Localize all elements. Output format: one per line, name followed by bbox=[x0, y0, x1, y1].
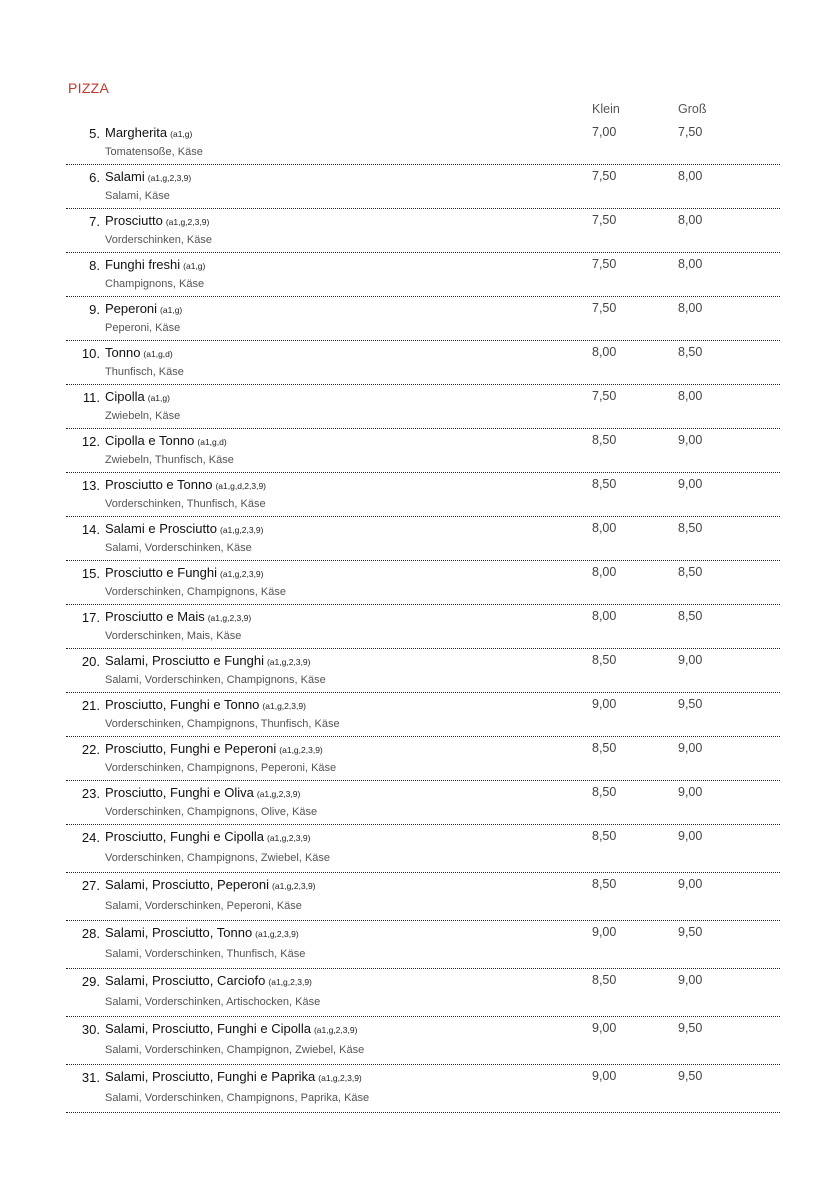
menu-list bbox=[66, 121, 780, 1113]
item-number: 12. bbox=[81, 434, 100, 449]
item-name-text: Salami, Prosciutto e Funghi bbox=[105, 653, 264, 668]
item-name bbox=[105, 389, 170, 404]
item-allergens: (a1,g,2,3,9) bbox=[266, 657, 311, 667]
item-price-small: 8,50 bbox=[592, 829, 617, 843]
item-name bbox=[105, 213, 209, 228]
item-name bbox=[105, 697, 306, 712]
item-number: 22. bbox=[81, 742, 100, 757]
item-price-large: 8,00 bbox=[678, 213, 703, 227]
item-name bbox=[105, 301, 182, 316]
item-price-small: 8,00 bbox=[592, 565, 617, 579]
item-price-large: 7,50 bbox=[678, 125, 703, 139]
menu-item bbox=[66, 561, 780, 605]
item-allergens: (a1,g,2,3,9) bbox=[165, 217, 210, 227]
item-name bbox=[105, 433, 227, 448]
item-allergens: (a1,g) bbox=[183, 261, 206, 271]
item-name bbox=[105, 1069, 362, 1084]
item-name-text: Salami e Prosciutto bbox=[105, 521, 217, 536]
item-price-large: 9,50 bbox=[678, 1069, 703, 1083]
item-allergens: (a1,g,2,3,9) bbox=[266, 833, 311, 843]
item-price-large: 9,00 bbox=[678, 973, 703, 987]
menu-item bbox=[66, 209, 780, 253]
item-number: 14. bbox=[81, 522, 100, 537]
item-number: 24. bbox=[81, 830, 100, 845]
item-name bbox=[105, 169, 191, 184]
item-description: Peperoni, Käse bbox=[105, 322, 181, 334]
item-description: Vorderschinken, Mais, Käse bbox=[105, 630, 242, 642]
item-price-small: 8,50 bbox=[592, 433, 617, 447]
menu-item bbox=[66, 253, 780, 297]
item-description: Vorderschinken, Champignons, Peperoni, Käse bbox=[105, 762, 337, 774]
item-allergens: (a1,g,2,3,9) bbox=[272, 881, 316, 891]
item-name bbox=[105, 653, 310, 668]
item-price-large: 9,00 bbox=[678, 653, 703, 667]
item-name-text: Prosciutto e Mais bbox=[105, 609, 205, 624]
item-allergens: (a1,g,2,3,9) bbox=[279, 745, 323, 755]
item-name-text: Prosciutto, Funghi e Cipolla bbox=[105, 829, 264, 844]
item-allergens: (a1,g) bbox=[147, 393, 170, 403]
item-price-small: 9,00 bbox=[592, 1021, 617, 1035]
item-price-large: 9,00 bbox=[678, 829, 703, 843]
item-price-large: 9,50 bbox=[678, 925, 703, 939]
item-allergens: (a1,g) bbox=[160, 305, 183, 315]
item-price-large: 8,50 bbox=[678, 521, 703, 535]
menu-item bbox=[66, 921, 780, 969]
menu-item bbox=[66, 605, 780, 649]
item-name-text: Cipolla bbox=[105, 389, 145, 404]
item-name bbox=[105, 345, 173, 360]
item-price-small: 8,50 bbox=[592, 973, 617, 987]
item-description: Salami, Vorderschinken, Champignon, Zwiebel, Käse bbox=[105, 1044, 365, 1056]
item-price-small: 7,50 bbox=[592, 301, 617, 315]
item-allergens: (a1,g,2,3,9) bbox=[262, 701, 306, 711]
item-name-text: Funghi freshi bbox=[105, 257, 181, 272]
item-number: 21. bbox=[81, 698, 100, 713]
item-price-large: 8,50 bbox=[678, 345, 703, 359]
item-price-large: 8,00 bbox=[678, 169, 703, 183]
item-price-small: 8,50 bbox=[592, 785, 617, 799]
menu-item bbox=[66, 693, 780, 737]
item-name bbox=[105, 125, 192, 140]
item-description: Vorderschinken, Champignons, Thunfisch, Käse bbox=[105, 718, 340, 730]
item-description: Tomatensoße, Käse bbox=[105, 146, 203, 158]
item-allergens: (a1,g,2,3,9) bbox=[220, 569, 264, 579]
column-header-small: Klein bbox=[592, 102, 620, 116]
item-name bbox=[105, 257, 205, 272]
menu-item bbox=[66, 1017, 780, 1065]
menu-item bbox=[66, 873, 780, 921]
item-number: 5. bbox=[89, 126, 100, 141]
menu-item bbox=[66, 341, 780, 385]
item-name bbox=[105, 877, 316, 892]
item-price-large: 9,00 bbox=[678, 477, 703, 491]
item-allergens: (a1,g,2,3,9) bbox=[255, 929, 299, 939]
item-price-small: 8,50 bbox=[592, 653, 617, 667]
item-number: 23. bbox=[81, 786, 100, 801]
menu-item bbox=[66, 517, 780, 561]
item-description: Thunfisch, Käse bbox=[105, 366, 184, 378]
item-name bbox=[105, 925, 299, 940]
item-number: 6. bbox=[89, 170, 100, 185]
item-name-text: Margherita bbox=[105, 125, 168, 140]
item-name bbox=[105, 785, 300, 800]
item-number: 17. bbox=[81, 610, 100, 625]
item-description: Salami, Käse bbox=[105, 190, 170, 202]
item-name-text: Salami, Prosciutto, Funghi e Paprika bbox=[105, 1069, 316, 1084]
item-price-large: 9,00 bbox=[678, 785, 703, 799]
item-price-large: 8,50 bbox=[678, 565, 703, 579]
item-allergens: (a1,g,2,3,9) bbox=[268, 977, 312, 987]
item-allergens: (a1,g,2,3,9) bbox=[318, 1073, 362, 1083]
item-allergens: (a1,g,2,3,9) bbox=[256, 789, 301, 799]
item-name-text: Prosciutto, Funghi e Peperoni bbox=[105, 741, 277, 756]
item-allergens: (a1,g,2,3,9) bbox=[147, 173, 192, 183]
item-price-large: 9,00 bbox=[678, 433, 703, 447]
item-allergens: (a1,g,d) bbox=[143, 349, 173, 359]
item-name-text: Cipolla e Tonno bbox=[105, 433, 195, 448]
item-name bbox=[105, 741, 323, 756]
item-number: 7. bbox=[89, 214, 100, 229]
menu-item bbox=[66, 473, 780, 517]
item-allergens: (a1,g,d) bbox=[197, 437, 227, 447]
item-allergens: (a1,g,2,3,9) bbox=[220, 525, 264, 535]
item-description: Salami, Vorderschinken, Käse bbox=[105, 542, 252, 554]
item-description: Salami, Vorderschinken, Peperoni, Käse bbox=[105, 900, 302, 912]
item-number: 31. bbox=[81, 1070, 100, 1085]
item-price-small: 8,50 bbox=[592, 877, 617, 891]
item-price-large: 8,00 bbox=[678, 301, 703, 315]
item-allergens: (a1,g,d,2,3,9) bbox=[215, 481, 267, 491]
item-allergens: (a1,g) bbox=[170, 129, 193, 139]
menu-item bbox=[66, 825, 780, 873]
item-description: Salami, Vorderschinken, Champignons, Paprika, Käse bbox=[105, 1092, 370, 1104]
item-description: Zwiebeln, Thunfisch, Käse bbox=[105, 454, 234, 466]
item-price-small: 9,00 bbox=[592, 697, 617, 711]
item-number: 11. bbox=[82, 390, 100, 405]
item-number: 13. bbox=[81, 478, 100, 493]
item-number: 29. bbox=[81, 974, 100, 989]
menu-item bbox=[66, 1065, 780, 1113]
item-name-text: Salami, Prosciutto, Tonno bbox=[105, 925, 253, 940]
item-name bbox=[105, 973, 312, 988]
item-description: Vorderschinken, Champignons, Olive, Käse bbox=[105, 806, 318, 818]
item-name-text: Salami bbox=[105, 169, 145, 184]
item-price-small: 8,00 bbox=[592, 521, 617, 535]
item-name bbox=[105, 521, 263, 536]
section-title: PIZZA bbox=[68, 80, 110, 96]
item-number: 28. bbox=[81, 926, 100, 941]
menu-item bbox=[66, 781, 780, 825]
item-price-small: 7,50 bbox=[592, 169, 617, 183]
item-name-text: Salami, Prosciutto, Carciofo bbox=[105, 973, 266, 988]
item-price-small: 8,00 bbox=[592, 345, 617, 359]
item-price-small: 7,50 bbox=[592, 213, 617, 227]
item-number: 20. bbox=[81, 654, 100, 669]
item-name-text: Peperoni bbox=[105, 301, 158, 316]
item-name-text: Prosciutto, Funghi e Tonno bbox=[105, 697, 260, 712]
item-price-small: 7,50 bbox=[592, 257, 617, 271]
item-price-large: 9,50 bbox=[678, 697, 703, 711]
item-name bbox=[105, 829, 310, 844]
menu-item bbox=[66, 297, 780, 341]
item-number: 30. bbox=[81, 1022, 100, 1037]
item-description: Salami, Vorderschinken, Champignons, Käse bbox=[105, 674, 326, 686]
item-price-small: 9,00 bbox=[592, 925, 617, 939]
menu-item bbox=[66, 121, 780, 165]
item-name-text: Prosciutto e Tonno bbox=[105, 477, 213, 492]
item-price-small: 7,00 bbox=[592, 125, 617, 139]
item-name bbox=[105, 609, 251, 624]
menu-item bbox=[66, 165, 780, 209]
item-description: Vorderschinken, Thunfisch, Käse bbox=[105, 498, 266, 510]
item-number: 8. bbox=[89, 258, 100, 273]
item-allergens: (a1,g,2,3,9) bbox=[313, 1025, 358, 1035]
menu-item bbox=[66, 385, 780, 429]
item-name-text: Prosciutto e Funghi bbox=[105, 565, 218, 580]
item-price-small: 9,00 bbox=[592, 1069, 617, 1083]
item-price-small: 7,50 bbox=[592, 389, 617, 403]
item-number: 9. bbox=[89, 302, 100, 317]
item-price-small: 8,50 bbox=[592, 741, 617, 755]
item-description: Vorderschinken, Champignons, Zwiebel, Käse bbox=[105, 852, 331, 864]
item-price-large: 8,50 bbox=[678, 609, 703, 623]
menu-item bbox=[66, 737, 780, 781]
item-name bbox=[105, 477, 266, 492]
menu-item bbox=[66, 649, 780, 693]
item-price-small: 8,50 bbox=[592, 477, 617, 491]
item-name-text: Tonno bbox=[105, 345, 141, 360]
item-description: Vorderschinken, Champignons, Käse bbox=[105, 586, 286, 598]
item-description: Zwiebeln, Käse bbox=[105, 410, 181, 422]
menu-item bbox=[66, 969, 780, 1017]
item-description: Salami, Vorderschinken, Artischocken, Käse bbox=[105, 996, 321, 1008]
item-description: Salami, Vorderschinken, Thunfisch, Käse bbox=[105, 948, 306, 960]
column-header-large: Groß bbox=[678, 102, 707, 116]
item-price-small: 8,00 bbox=[592, 609, 617, 623]
item-price-large: 9,00 bbox=[678, 877, 703, 891]
item-price-large: 8,00 bbox=[678, 389, 703, 403]
item-number: 15. bbox=[81, 566, 100, 581]
item-description: Vorderschinken, Käse bbox=[105, 234, 213, 246]
item-price-large: 9,50 bbox=[678, 1021, 703, 1035]
item-name-text: Prosciutto, Funghi e Oliva bbox=[105, 785, 254, 800]
item-number: 27. bbox=[81, 878, 100, 893]
item-description: Champignons, Käse bbox=[105, 278, 205, 290]
item-price-large: 9,00 bbox=[678, 741, 703, 755]
item-number: 10. bbox=[81, 346, 100, 361]
item-name bbox=[105, 1021, 357, 1036]
item-name-text: Salami, Prosciutto, Peperoni bbox=[105, 877, 270, 892]
menu-item bbox=[66, 429, 780, 473]
item-name-text: Salami, Prosciutto, Funghi e Cipolla bbox=[105, 1021, 311, 1036]
item-price-large: 8,00 bbox=[678, 257, 703, 271]
item-name-text: Prosciutto bbox=[105, 213, 163, 228]
item-name bbox=[105, 565, 264, 580]
item-allergens: (a1,g,2,3,9) bbox=[207, 613, 252, 623]
